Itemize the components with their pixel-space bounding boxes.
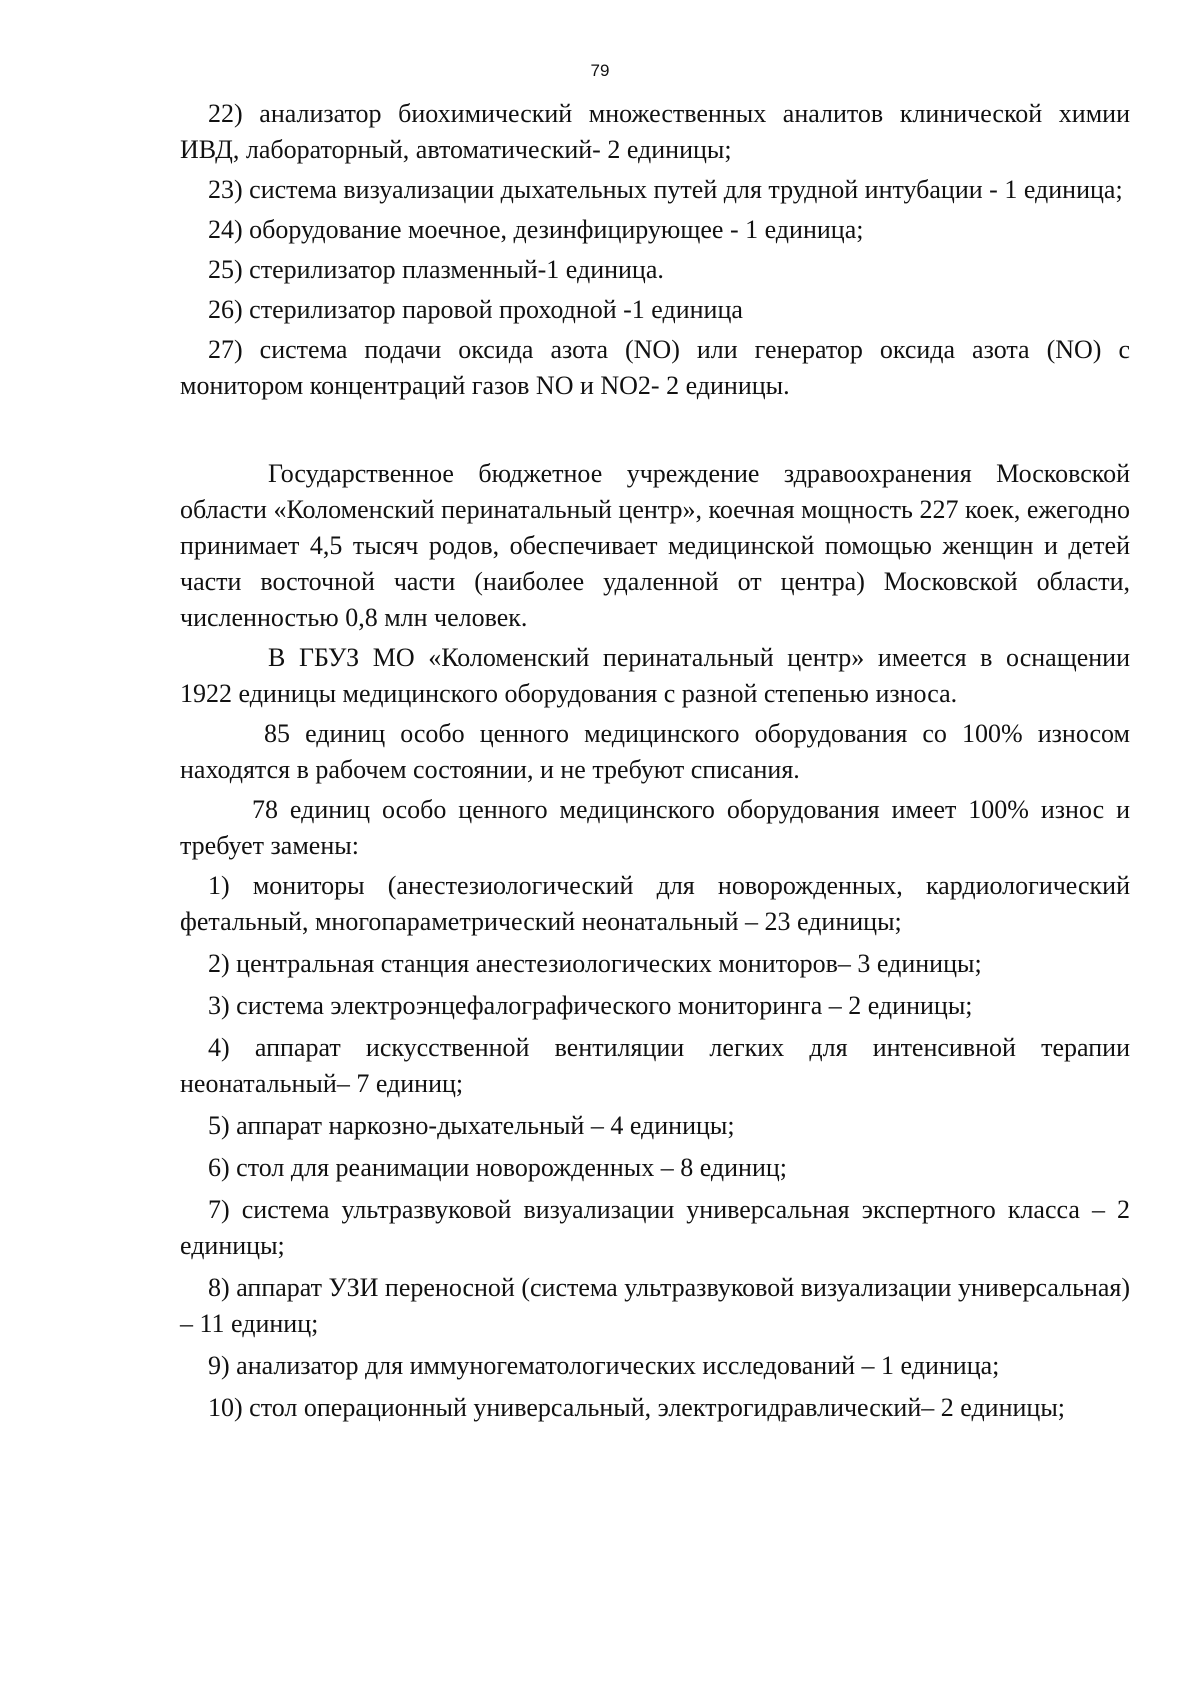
list-item bbox=[180, 1108, 1130, 1144]
list-item-number: 8) bbox=[208, 1273, 230, 1302]
list-item bbox=[180, 96, 1130, 168]
list-item-text: анализатор для иммуногематологических исследований – 1 единица; bbox=[236, 1351, 1000, 1380]
list-item-text: аппарат искусственной вентиляции легких для интенсивной терапии неонатальный– 7 единиц; bbox=[180, 1033, 1130, 1098]
list-item bbox=[180, 252, 1130, 288]
list-item bbox=[180, 868, 1130, 940]
list-item-number: 10) bbox=[208, 1393, 243, 1422]
list-item bbox=[180, 1150, 1130, 1186]
paragraph-working: 85 единиц особо ценного медицинского оборудования со 100% износом находятся в рабочем состоянии, и не требуют списания. bbox=[180, 719, 1130, 784]
list-item-number: 22) bbox=[208, 99, 243, 128]
list-item-number: 9) bbox=[208, 1351, 230, 1380]
list-item-text: анализатор биохимический множественных аналитов клинической химии ИВД, лабораторный, автоматический- 2 единицы; bbox=[180, 99, 1130, 164]
list-item-text: стерилизатор паровой проходной -1 единица bbox=[249, 295, 743, 324]
list-item bbox=[180, 292, 1130, 328]
paragraph-equipment: В ГБУЗ МО «Коломенский перинатальный центр» имеется в оснащении 1922 единицы медицинского оборудования с разной степенью износа. bbox=[180, 643, 1130, 708]
list-item bbox=[180, 332, 1130, 404]
list-item-text: система электроэнцефалографического мониторинга – 2 единицы; bbox=[236, 991, 973, 1020]
list-item bbox=[180, 1270, 1130, 1342]
list-item-number: 5) bbox=[208, 1111, 230, 1140]
list-item-text: система подачи оксида азота (NO) или генератор оксида азота (NO) с монитором концентраций газов NO и NO2- 2 единицы. bbox=[180, 335, 1130, 400]
list-item bbox=[180, 1348, 1130, 1384]
list-item-number: 27) bbox=[208, 335, 243, 364]
list-item-number: 4) bbox=[208, 1033, 230, 1062]
list-item bbox=[180, 172, 1130, 208]
list-item bbox=[180, 1192, 1130, 1264]
paragraph-intro: Государственное бюджетное учреждение здравоохранения Московской области «Коломенский перинатальный центр», коечная мощность 227 коек, ежегодно принимает 4,5 тысяч родов, обеспечивает медицинской помощью женщин и детей части восточной части (наиболее удаленной от центра) Московской области, численностью 0,8 млн человек. bbox=[180, 459, 1130, 632]
list-item-text: система ультразвуковой визуализации универсальная экспертного класса – 2 единицы; bbox=[180, 1195, 1131, 1260]
page-number: 79 bbox=[590, 61, 610, 80]
list-item bbox=[180, 212, 1130, 248]
list-item-number: 26) bbox=[208, 295, 243, 324]
list-item-number: 2) bbox=[208, 949, 230, 978]
list-item bbox=[180, 946, 1130, 982]
list-item-number: 6) bbox=[208, 1153, 230, 1182]
list-item-number: 25) bbox=[208, 255, 243, 284]
list-item-text: стол операционный универсальный, электрогидравлический– 2 единицы; bbox=[249, 1393, 1066, 1422]
list-item bbox=[180, 988, 1130, 1024]
list-item-text: центральная станция анестезиологических мониторов– 3 единицы; bbox=[236, 949, 982, 978]
list-item-text: стол для реанимации новорожденных – 8 единиц; bbox=[236, 1153, 788, 1182]
list-item-text: система визуализации дыхательных путей для трудной интубации - 1 единица; bbox=[249, 175, 1123, 204]
list-item-number: 24) bbox=[208, 215, 243, 244]
paragraph-replace: 78 единиц особо ценного медицинского оборудования имеет 100% износ и требует замены: bbox=[180, 795, 1130, 860]
document-body bbox=[180, 96, 1130, 1432]
equipment-list-continued bbox=[180, 96, 1130, 404]
list-item-text: мониторы (анестезиологический для новорожденных, кардиологический фетальный, многопараметрический неонатальный – 23 единицы; bbox=[180, 871, 1130, 936]
list-item-text: аппарат наркозно-дыхательный – 4 единицы; bbox=[236, 1111, 735, 1140]
replacement-list bbox=[180, 868, 1130, 1426]
list-item bbox=[180, 1390, 1130, 1426]
list-item-text: аппарат УЗИ переносной (система ультразвуковой визуализации универсальная) – 11 единиц; bbox=[180, 1273, 1130, 1338]
list-item-number: 7) bbox=[208, 1195, 230, 1224]
list-item-number: 1) bbox=[208, 871, 230, 900]
list-item-number: 23) bbox=[208, 175, 243, 204]
list-item bbox=[180, 1030, 1130, 1102]
list-item-text: оборудование моечное, дезинфицирующее - 1 единица; bbox=[249, 215, 864, 244]
list-item-text: стерилизатор плазменный-1 единица. bbox=[249, 255, 664, 284]
list-item-number: 3) bbox=[208, 991, 230, 1020]
section-spacer bbox=[180, 408, 1130, 456]
